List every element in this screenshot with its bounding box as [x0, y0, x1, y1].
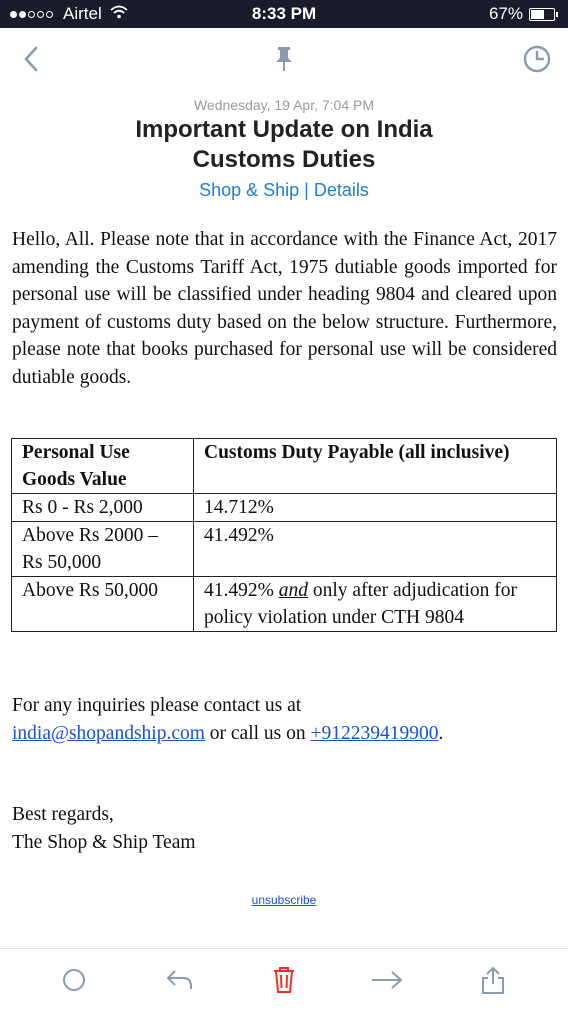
sender-separator: | [304, 180, 309, 200]
contact-phone-link[interactable]: +912239419900 [310, 722, 439, 744]
bottom-toolbar [0, 948, 568, 1010]
status-bar [0, 0, 568, 28]
details-link[interactable]: Details [313, 180, 369, 200]
sender-link[interactable]: Shop & Ship [199, 180, 300, 200]
duty-condition: only after adjudication for policy violation under CTH 9804 [204, 580, 518, 628]
circle-mark-icon[interactable] [57, 963, 91, 997]
table-cell: Above Rs 2000 – Rs 50,000 [12, 522, 194, 577]
table-cell: Above Rs 50,000 [12, 577, 194, 632]
duty-rate: 41.492% [204, 580, 274, 601]
contact-mid: or call us on [209, 722, 306, 744]
email-date: Wednesday, 19 Apr, 7:04 PM [193, 97, 375, 113]
forward-icon[interactable] [370, 963, 404, 997]
header-goods-value: Personal Use Goods Value [12, 439, 194, 494]
email-intro: Hello, All. Please note that in accordance with the Finance Act, 2017 amending the Customs Tariff Act, 1975 dutiable goods imported for personal use will be classified under heading 9804 and cleared upon payment of customs duty based on the below structure. Furthermore, please note that books purchased for personal use will be considered dutiable goods. [12, 229, 557, 388]
team-name: The Shop & Ship Team [12, 831, 196, 853]
signoff [12, 801, 196, 856]
table-row [12, 577, 557, 632]
sender-row [0, 180, 568, 201]
contact-paragraph [12, 692, 557, 747]
status-right [489, 4, 558, 24]
email-subject [0, 115, 568, 175]
unsubscribe-row [0, 893, 568, 907]
status-time: 8:33 PM [251, 4, 317, 23]
header-duty-payable: Customs Duty Payable (all inclusive) [194, 439, 557, 494]
table-row [12, 522, 557, 577]
subject-line-2: Customs Duties [192, 146, 376, 173]
share-icon[interactable] [476, 963, 510, 997]
contact-end: . [438, 722, 444, 744]
table-cell: 41.492% [194, 522, 557, 577]
contact-email-link[interactable]: india@shopandship.com [12, 722, 205, 744]
trash-icon[interactable] [267, 963, 301, 997]
nav-bar [0, 28, 568, 90]
email-header [0, 97, 568, 201]
duty-table [11, 438, 557, 632]
pushpin-icon[interactable] [267, 42, 301, 76]
carrier-name: Airtel [63, 4, 102, 23]
contact-prefix: For any inquiries please contact us at [12, 695, 302, 716]
reply-icon[interactable] [163, 963, 197, 997]
emphasis-and: and [278, 580, 308, 601]
chevron-left-icon[interactable] [14, 42, 48, 76]
table-cell [194, 577, 557, 632]
table-header-row [12, 439, 557, 494]
regards-text: Best regards, [12, 804, 114, 825]
table-row [12, 494, 557, 522]
table-cell: Rs 0 - Rs 2,000 [12, 494, 194, 522]
subject-line-1: Important Update on India [135, 116, 433, 143]
unsubscribe-link[interactable]: unsubscribe [251, 893, 317, 907]
clock-icon[interactable] [520, 42, 554, 76]
battery-icon [529, 8, 555, 21]
table-cell: 14.712% [194, 494, 557, 522]
battery-percent: 67% [488, 4, 523, 23]
